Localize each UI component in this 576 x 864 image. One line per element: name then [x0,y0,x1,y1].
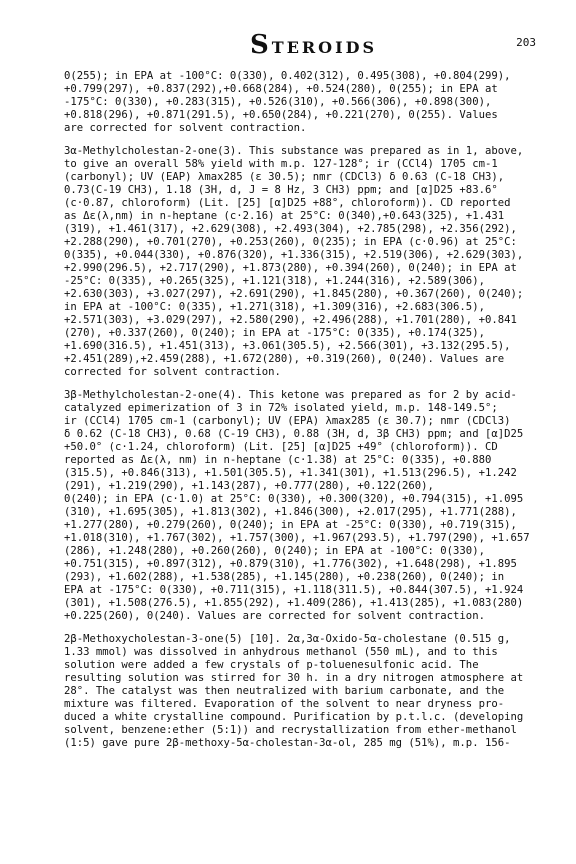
paragraph-gap [64,379,536,389]
text-line: catalyzed epimerization of 3 in 72% isolated yield, m.p. 148-149.5°; [64,402,498,414]
text-line: 0.73(C-19 CH3), 1.18 (3H, d, J = 8 Hz, 3 CH3) ppm; and [α]D25 +83.6° [64,184,498,196]
text-line: resulting solution was stirred for 30 h. in a dry nitrogen atmosphere at [64,672,524,684]
text-line: solution were added a few crystals of p-toluenesulfonic acid. The [64,659,479,671]
paragraph-continuation [64,70,536,135]
text-line: (carbonyl); UV (EAP) λmax285 (ε 30.5); nmr (CDCl3) δ 0.63 (C-18 CH3), [64,171,505,183]
paragraph-methylcholestan-2-one [64,145,536,379]
text-line: δ 0.62 (C-18 CH3), 0.68 (C-19 CH3), 0.88 (3H, d, 3β CH3) ppm; and [α]D25 [64,428,524,440]
text-line: +2.571(303), +3.029(297), +2.580(290), +2.496(288), +1.701(280), +0.841 [64,314,517,326]
text-line: (315.5), +0.846(313), +1.501(305.5), +1.341(301), +1.513(296.5), +1.242 [64,467,517,479]
journal-title-initial: S [250,30,272,60]
text-line: reported as Δε(λ, nm) in n-heptane (c·1.38) at 25°C: 0(335), +0.880 [64,454,492,466]
text-line: 0(335), +0.044(330), +0.876(320), +1.336(315), +2.519(306), +2.629(303), [64,249,524,261]
journal-title-rest: TEROIDS [271,38,378,57]
text-line: +2.630(303), +3.027(297), +2.691(290), +1.845(280), +0.367(260), 0(240); [64,288,524,300]
text-line: -25°C: 0(335), +0.265(325), +1.121(318), +1.244(316), +2.589(306), [64,275,485,287]
text-line: 3β-Methylcholestan-2-one(4). This ketone was prepared as for 2 by acid- [64,389,517,401]
text-line: ir (CCl4) 1705 cm-1 (carbonyl); UV (EPA) λmax285 (ε 30.7); nmr (CDCl3) [64,415,511,427]
page-header [64,30,536,70]
text-line: are corrected for solvent contraction. [64,122,307,134]
text-line: +1.690(316.5), +1.451(313), +3.061(305.5), +2.566(301), +3.132(295.5), [64,340,511,352]
text-line: duced a white crystalline compound. Purification by p.t.l.c. (developing [64,711,524,723]
text-line: +0.751(315), +0.897(312), +0.879(310), +1.776(302), +1.648(298), +1.895 [64,558,517,570]
text-line: -175°C: 0(330), +0.283(315), +0.526(310), +0.566(306), +0.898(300), [64,96,492,108]
paragraph-methoxycholestan-3-one [64,633,536,750]
journal-title [250,30,377,60]
text-line: +0.818(296), +0.871(291.5), +0.650(284), +0.221(270), 0(255). Values [64,109,498,121]
text-line: 1.33 mmol) was dissolved in anhydrous methanol (550 mL), and to this [64,646,498,658]
text-line: +1.018(310), +1.767(302), +1.757(300), +1.967(293.5), +1.797(290), +1.657 [64,532,530,544]
text-line: (301), +1.508(276.5), +1.855(292), +1.409(286), +1.413(285), +1.083(280) [64,597,524,609]
text-line: +1.277(280), +0.279(260), 0(240); in EPA at -25°C: 0(330), +0.719(315), [64,519,517,531]
text-line: +50.0° (c·1.24, chloroform) (Lit. [25] [α]D25 +49° (chloroform)). CD [64,441,498,453]
text-line: +0.799(297), +0.837(292),+0.668(284), +0.524(280), 0(255); in EPA at [64,83,498,95]
text-line: mixture was filtered. Evaporation of the solvent to near dryness pro- [64,698,505,710]
text-line: to give an overall 58% yield with m.p. 127-128°; ir (CCl4) 1705 cm-1 [64,158,498,170]
page-number: 203 [516,36,536,49]
text-line: as Δε(λ,nm) in n-heptane (c·2.16) at 25°C: 0(340),+0.643(325), +1.431 [64,210,505,222]
text-line: (293), +1.602(288), +1.538(285), +1.145(280), +0.238(260), 0(240); in [64,571,505,583]
text-line: (319), +1.461(317), +2.629(308), +2.493(304), +2.785(298), +2.356(292), [64,223,517,235]
text-line: (1:5) gave pure 2β-methoxy-5α-cholestan-3α-ol, 285 mg (51%), m.p. 156- [64,737,511,749]
text-line: (291), +1.219(290), +1.143(287), +0.777(280), +0.122(260), [64,480,434,492]
text-line: solvent, benzene:ether (5:1)) and recrystallization from ether-methanol [64,724,517,736]
text-line: (c·0.87, chloroform) (Lit. [25] [α]D25 +88°, chloroform)). CD reported [64,197,511,209]
text-line: (286), +1.248(280), +0.260(260), 0(240); in EPA at -100°C: 0(330), [64,545,485,557]
text-line: in EPA at -100°C: 0(335), +1.271(318), +1.309(316), +2.683(306.5), [64,301,485,313]
text-line: (310), +1.695(305), +1.813(302), +1.846(300), +2.017(295), +1.771(288), [64,506,517,518]
text-line: (270), +0.337(260), 0(240); in EPA at -175°C: 0(335), +0.174(325), [64,327,485,339]
text-line: +2.990(296.5), +2.717(290), +1.873(280), +0.394(260), 0(240); in EPA at [64,262,517,274]
text-line: +2.451(289),+2.459(288), +1.672(280), +0.319(260), 0(240). Values are [64,353,505,365]
paragraph-3beta-methylcholestan-2-one [64,389,536,623]
text-line: 2β-Methoxycholestan-3-one(5) [10]. 2α,3α-Oxido-5α-cholestane (0.515 g, [64,633,511,645]
text-line: corrected for solvent contraction. [64,366,281,378]
text-line: +2.288(290), +0.701(270), +0.253(260), 0(235); in EPA (c·0.96) at 25°C: [64,236,517,248]
text-line: 0(255); in EPA at -100°C: 0(330), 0.402(312), 0.495(308), +0.804(299), [64,70,511,82]
text-line: +0.225(260), 0(240). Values are corrected for solvent contraction. [64,610,485,622]
text-line: 0(240); in EPA (c·1.0) at 25°C: 0(330), +0.300(320), +0.794(315), +1.095 [64,493,524,505]
text-line: 28°. The catalyst was then neutralized with barium carbonate, and the [64,685,505,697]
text-line: 3α-Methylcholestan-2-one(3). This substance was prepared as in 1, above, [64,145,524,157]
paragraph-gap [64,135,536,145]
paragraph-gap [64,623,536,633]
body-text [64,70,536,750]
text-line: EPA at -175°C: 0(330), +0.711(315), +1.118(311.5), +0.844(307.5), +1.924 [64,584,524,596]
